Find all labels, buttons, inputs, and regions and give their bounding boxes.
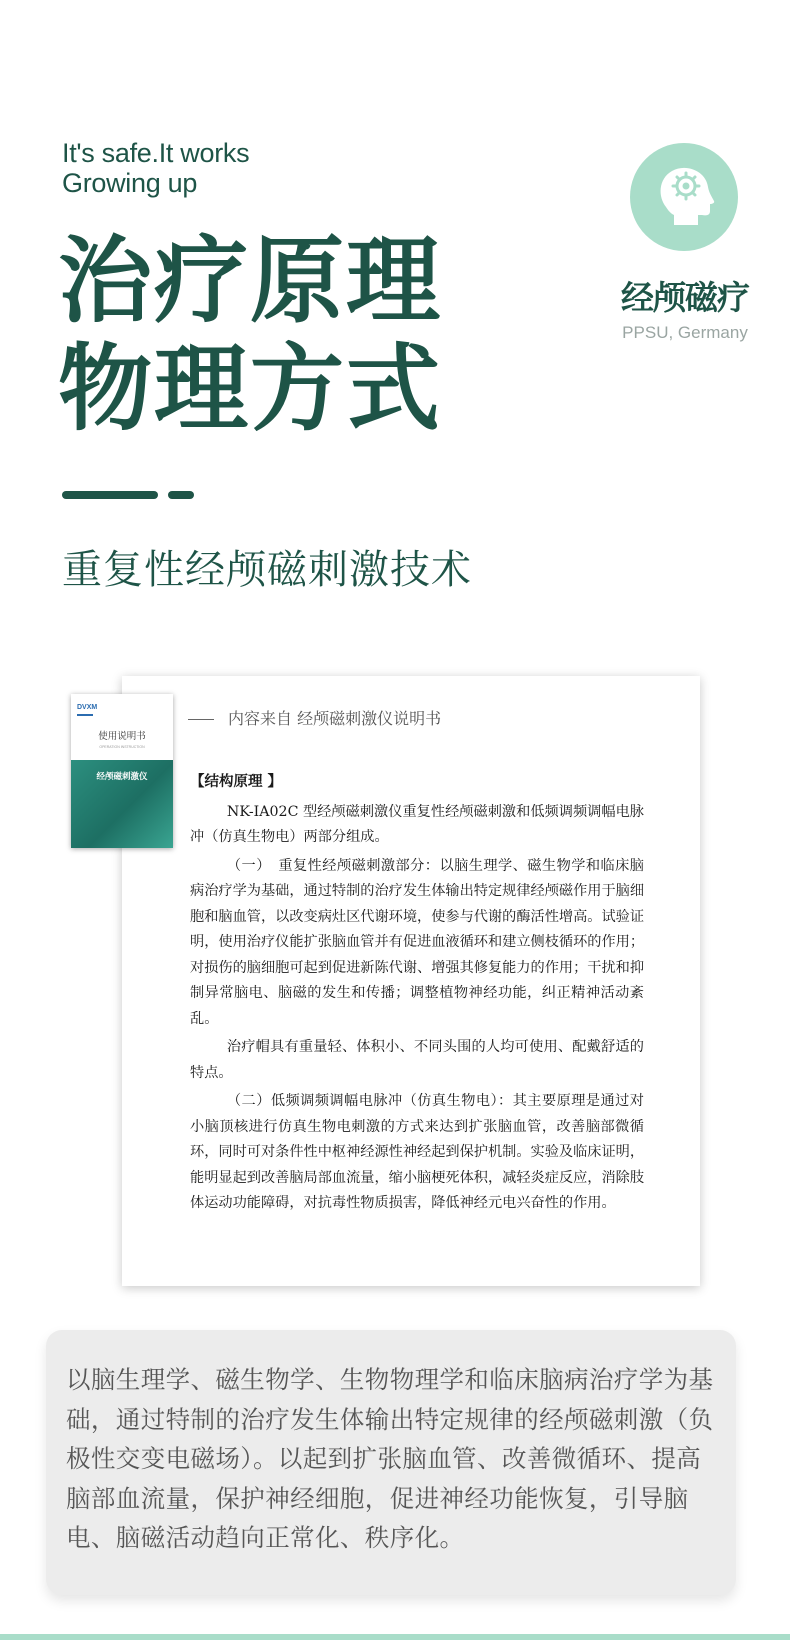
document-source-note — [188, 706, 441, 729]
title-line-1: 治疗原理 — [58, 227, 443, 336]
manual-cover — [71, 694, 173, 848]
manual-subtitle-en: OPERATION INSTRUCTION — [99, 745, 145, 749]
bottom-accent-bar — [0, 1634, 790, 1640]
summary-text: 以脑生理学、磁生物学、生物物理学和临床脑病治疗学为基础，通过特制的治疗发生体输出特定规律的经颅磁刺激（负极性交变电磁场）。以起到扩张脑血管、改善微循环、提高脑部血流量，保护神经细胞，促进神经功能恢复，引导脑电、脑磁活动趋向正常化、秩序化。 — [66, 1365, 714, 1552]
source-note-text: 内容来自 经颅磁刺激仪说明书 — [228, 709, 442, 728]
document-heading: 【结构原理 】 — [190, 774, 283, 790]
manual-logo-bar — [77, 714, 93, 716]
manual-product-name: 经颅磁刺激仪 — [96, 772, 148, 782]
document-paragraph: 治疗帽具有重量轻、体积小、不同头围的人均可使用、配戴舒适的特点。 — [190, 1039, 644, 1081]
section-subtitle: 重复性经颅磁刺激技术 — [62, 547, 472, 593]
document-paragraph: （一） 重复性经颅磁刺激部分：以脑生理学、磁生物学和临床脑病治疗学为基础，通过特制的治疗发生体输出特定规律经颅磁作用于脑细胞和脑血管，以改变病灶区代谢环境，使参与代谢的酶活性增高。试验证明，使用治疗仪能扩张脑血管并有促进血液循环和建立侧枝循环的作用；对损伤的脑细胞可起到促进新陈代谢、增强其修复能力的作用；干扰和抑制异常脑电、脑磁的发生和传播；调整植物神经功能，纠正精神活动紊乱。 — [190, 857, 645, 1027]
page-title — [58, 228, 442, 444]
divider-long — [62, 491, 158, 499]
title-line-2: 物理方式 — [58, 335, 443, 444]
badge-title: 经颅磁疗 — [621, 278, 749, 317]
head-gear-icon — [630, 143, 738, 251]
manual-brand-logo: DVXM — [77, 704, 98, 711]
manual-title: 使用说明书 — [98, 731, 146, 742]
divider-short — [168, 491, 194, 499]
badge-circle — [630, 143, 738, 251]
tagline — [62, 138, 249, 198]
badge-subtitle: PPSU, Germany — [622, 323, 748, 342]
tagline-line-1: It's safe.It works — [62, 138, 250, 168]
document-body — [190, 770, 644, 1220]
tagline-line-2: Growing up — [62, 168, 198, 198]
document-paragraph: NK-IA02C 型经颅磁刺激仪重复性经颅磁刺激和低频调频调幅电脉冲（仿真生物电）两部分组成。 — [190, 803, 644, 845]
source-dash — [188, 719, 214, 720]
document-paragraph: （二）低频调频调幅电脉冲（仿真生物电）：其主要原理是通过对小脑顶核进行仿真生物电刺激的方式来达到扩张脑血管，改善脑部微循环，同时可对条件性中枢神经源性神经起到保护机制。实验及临床证明，能明显起到改善脑局部血流量，缩小脑梗死体积，减轻炎症反应，消除肢体运动功能障碍，对抗毒性物质损害，降低神经元电兴奋性的作用。 — [190, 1093, 645, 1211]
